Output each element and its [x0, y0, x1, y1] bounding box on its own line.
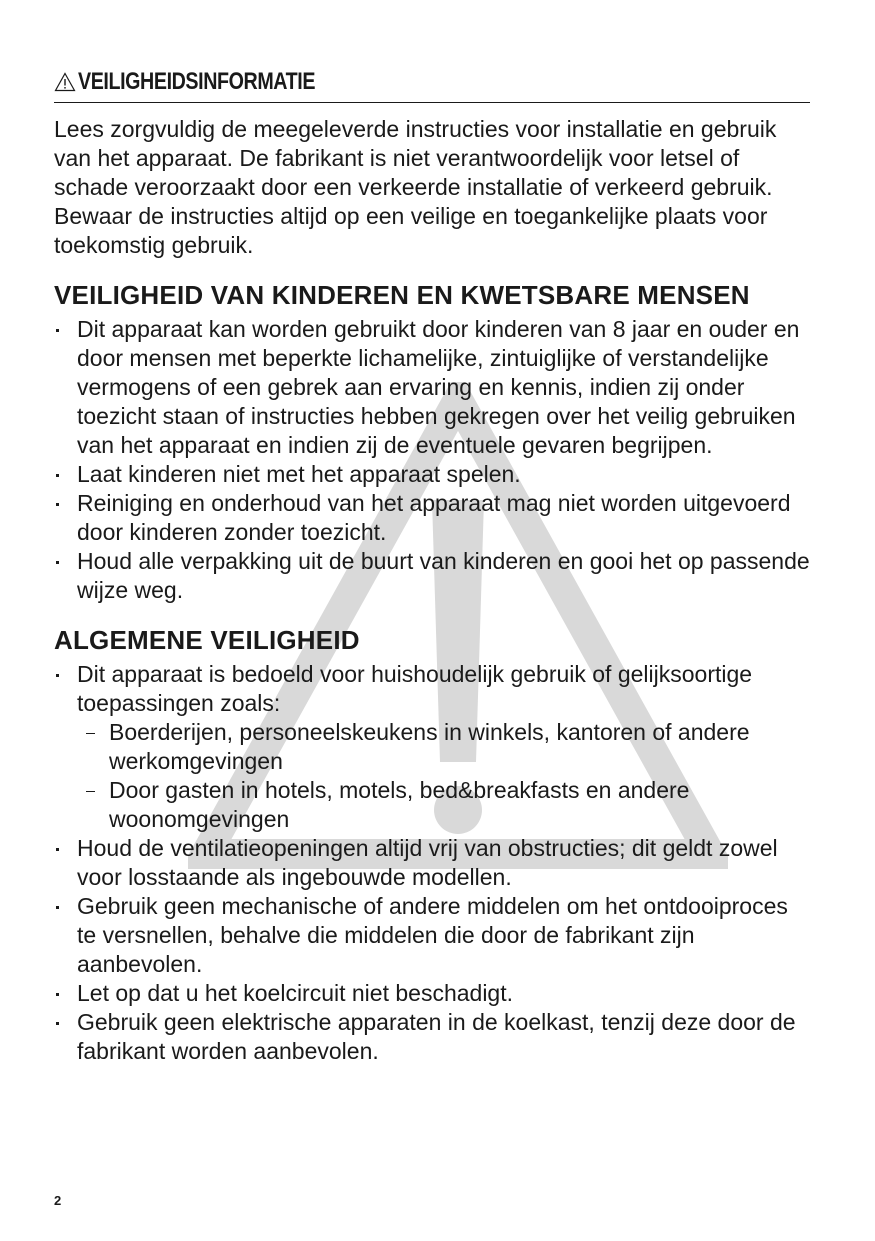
intro-paragraph: Lees zorgvuldig de meegeleverde instructies voor installatie en gebruik van het apparaat. De fabrikant is niet verantwoordelijk voor letsel of schade veroorzaakt door een verkeerde installatie of verkeerd gebruik. Bewaar de instructies altijd op een veilige en toegankelijke plaats voor toekomstig gebruik.	[54, 116, 777, 258]
warning-triangle-icon	[54, 72, 76, 92]
list-item-text: Dit apparaat is bedoeld voor huishoudelijk gebruik of gelijksoortige toepassingen zoals:	[77, 661, 753, 716]
list-item: Houd de ventilatieopeningen altijd vrij van obstructies; dit geldt zowel voor losstaande als ingebouwde modellen.	[54, 834, 810, 892]
list-item: Reiniging en onderhoud van het apparaat mag niet worden uitgevoerd door kinderen zonder toezicht.	[54, 489, 810, 547]
document-page	[54, 66, 810, 1066]
section-heading-children-safety: VEILIGHEID VAN KINDEREN EN KWETSBARE MENSEN	[54, 280, 750, 310]
section-heading-general-safety: ALGEMENE VEILIGHEID	[54, 625, 360, 655]
page-header	[54, 66, 810, 103]
page-number: 2	[54, 1193, 62, 1208]
children-safety-list	[54, 315, 810, 605]
list-item: Houd alle verpakking uit de buurt van kinderen en gooi het op passende wijze weg.	[54, 547, 810, 605]
list-item: Dit apparaat kan worden gebruikt door kinderen van 8 jaar en ouder en door mensen met beperkte lichamelijke, zintuiglijke of verstandelijke vermogens of een gebrek aan ervaring en kennis, indien zij onder toezicht staan of instructies hebben gekregen over het veilig gebruiken van het apparaat en indien zij de eventuele gevaren begrijpen.	[54, 315, 810, 460]
sub-list-item: Door gasten in hotels, motels, bed&breakfasts en andere woonomgevingen	[77, 776, 810, 834]
list-item: Gebruik geen elektrische apparaten in de koelkast, tenzij deze door de fabrikant worden aanbevolen.	[54, 1008, 810, 1066]
general-safety-list	[54, 660, 810, 1066]
sub-list-item: Boerderijen, personeelskeukens in winkels, kantoren of andere werkomgevingen	[77, 718, 810, 776]
list-item	[54, 660, 810, 834]
list-item: Laat kinderen niet met het apparaat spelen.	[54, 460, 810, 489]
sub-list	[77, 718, 810, 834]
list-item: Let op dat u het koelcircuit niet beschadigt.	[54, 979, 810, 1008]
list-item: Gebruik geen mechanische of andere middelen om het ontdooiproces te versnellen, behalve die middelen die door de fabrikant zijn aanbevolen.	[54, 892, 810, 979]
page-title: VEILIGHEIDSINFORMATIE	[78, 68, 316, 95]
